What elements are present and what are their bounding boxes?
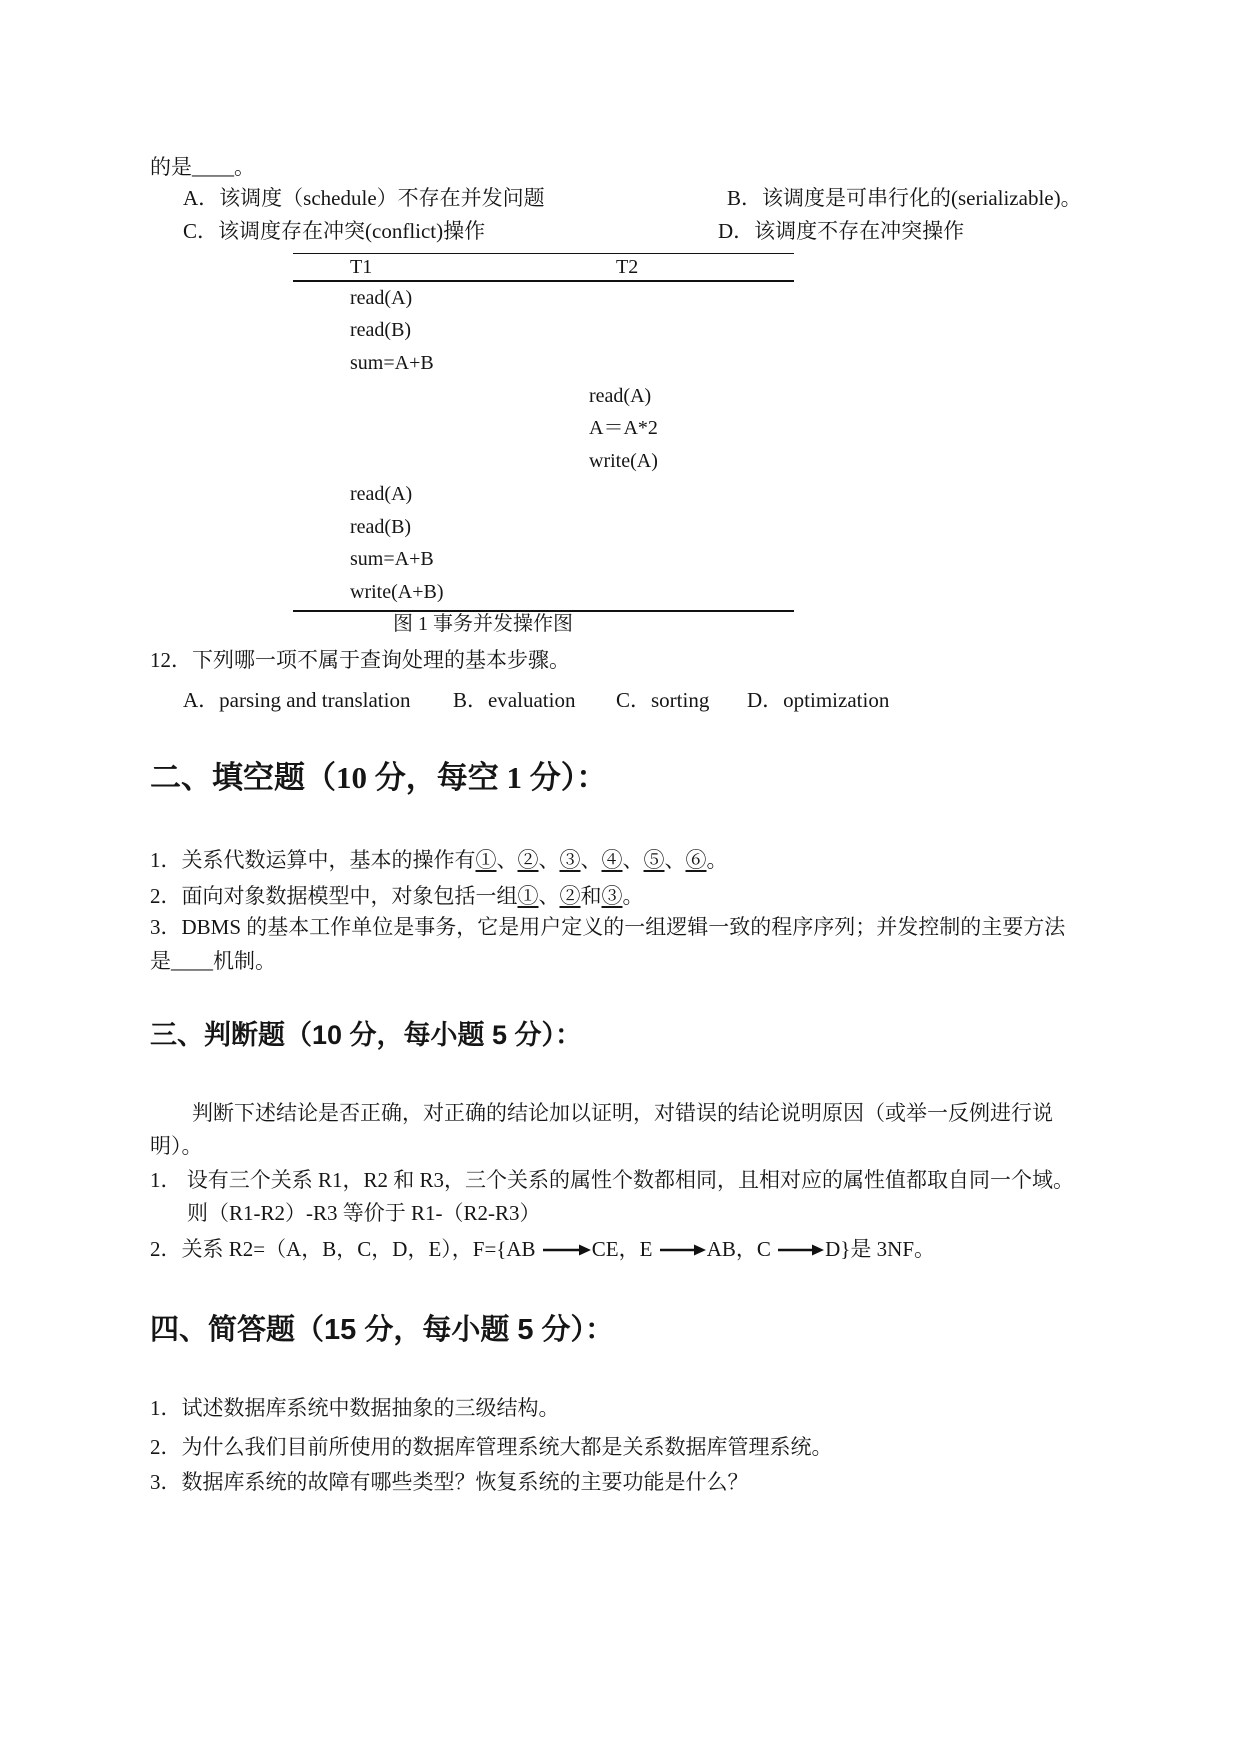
table-row-t1: sum=A+B	[350, 548, 434, 570]
section4-q3: 3．数据库系统的故障有哪些类型？恢复系统的主要功能是什么？	[150, 1470, 749, 1494]
q11-stem-tail: 的是____。	[150, 155, 255, 179]
q1-suffix: 。	[706, 848, 728, 872]
section3-intro-line2: 明）。	[150, 1134, 203, 1158]
blank-marker: ①	[517, 884, 539, 908]
figure-caption: 图 1 事务并发操作图	[393, 613, 573, 635]
section3-intro-line1: 判断下述结论是否正确，对正确的结论加以证明，对错误的结论说明原因（或举一反例进行说	[192, 1101, 1053, 1125]
blank-marker: ①	[475, 848, 497, 872]
table-row-t1: write(A+B)	[350, 581, 444, 603]
section2-q1	[150, 847, 728, 873]
table-row-t1: read(A)	[350, 483, 413, 505]
table-row-t2: read(A)	[589, 385, 652, 407]
q1-prefix: 1．关系代数运算中，基本的操作有	[150, 848, 476, 872]
section3-q1-line2: 则（R1-R2）-R3 等价于 R1-（R2-R3）	[187, 1201, 541, 1225]
table-row-t1: read(B)	[350, 319, 412, 341]
section4-heading: 四、简答题（15 分，每小题 5 分）：	[150, 1314, 615, 1346]
q12-stem: 12．下列哪一项不属于查询处理的基本步骤。	[150, 648, 570, 672]
separator: 和	[580, 884, 602, 908]
section2-heading: 二、填空题（10 分，每空 1 分）：	[150, 760, 608, 795]
blank-marker: ②	[517, 848, 539, 872]
blank-marker: ⑤	[643, 848, 665, 872]
table-row-t1: read(A)	[350, 287, 413, 309]
table-row-t1: sum=A+B	[350, 352, 434, 374]
q2-part1: 2．关系 R2=（A，B，C，D，E），F={AB	[150, 1237, 541, 1261]
q11-option-c: C．该调度存在冲突(conflict)操作	[183, 219, 486, 243]
separator: 、	[538, 884, 560, 908]
section4-q1: 1．试述数据库系统中数据抽象的三级结构。	[150, 1396, 560, 1420]
right-arrow-icon	[778, 1243, 824, 1257]
q2-prefix: 2．面向对象数据模型中，对象包括一组	[150, 884, 518, 908]
section3-heading: 三、判断题（10 分，每小题 5 分）：	[150, 1020, 583, 1050]
q2-part3: AB，C	[706, 1237, 777, 1261]
blank-marker: ③	[601, 884, 623, 908]
blank-marker: ⑥	[685, 848, 707, 872]
q2-part2: CE，E	[591, 1237, 658, 1261]
q12-option-b: B．evaluation	[453, 688, 576, 712]
right-arrow-icon	[660, 1243, 706, 1257]
q11-option-a: A．该调度（schedule）不存在并发问题	[183, 186, 545, 210]
table-header	[293, 254, 794, 282]
section2-q2	[150, 883, 644, 909]
table-row-t2: write(A)	[589, 450, 658, 472]
blank-marker: ②	[559, 884, 581, 908]
q2-suffix: 。	[622, 884, 644, 908]
q12-option-d: D．optimization	[747, 688, 890, 712]
separator: 、	[538, 848, 560, 872]
table-row-t1: read(B)	[350, 516, 412, 538]
section3-q2	[150, 1236, 935, 1262]
transaction-schedule-table	[293, 253, 794, 612]
separator: 、	[664, 848, 686, 872]
section4-q2: 2．为什么我们目前所使用的数据库管理系统大都是关系数据库管理系统。	[150, 1435, 833, 1459]
q12-option-c: C．sorting	[616, 688, 710, 712]
section2-q3-line2: 是____机制。	[150, 949, 276, 973]
header-t1: T1	[350, 256, 373, 278]
separator: 、	[580, 848, 602, 872]
table-row-t2: A＝A*2	[589, 417, 658, 439]
q11-option-d: D．该调度不存在冲突操作	[718, 219, 965, 243]
section3-q1-line1: 1． 设有三个关系 R1，R2 和 R3，三个关系的属性个数都相同，且相对应的属性值都取自同一个域。	[150, 1168, 1075, 1192]
q11-option-b: B．该调度是可串行化的(serializable)。	[727, 186, 1082, 210]
blank-marker: ④	[601, 848, 623, 872]
section2-q3-line1: 3．DBMS 的基本工作单位是事务，它是用户定义的一组逻辑一致的程序序列；并发控制的主要方法	[150, 915, 1066, 939]
right-arrow-icon	[543, 1243, 591, 1257]
header-t2: T2	[616, 256, 639, 278]
separator: 、	[622, 848, 644, 872]
separator: 、	[496, 848, 518, 872]
blank-marker: ③	[559, 848, 581, 872]
q2-part4: D}是 3NF。	[825, 1237, 935, 1261]
q12-option-a: A．parsing and translation	[183, 688, 411, 712]
